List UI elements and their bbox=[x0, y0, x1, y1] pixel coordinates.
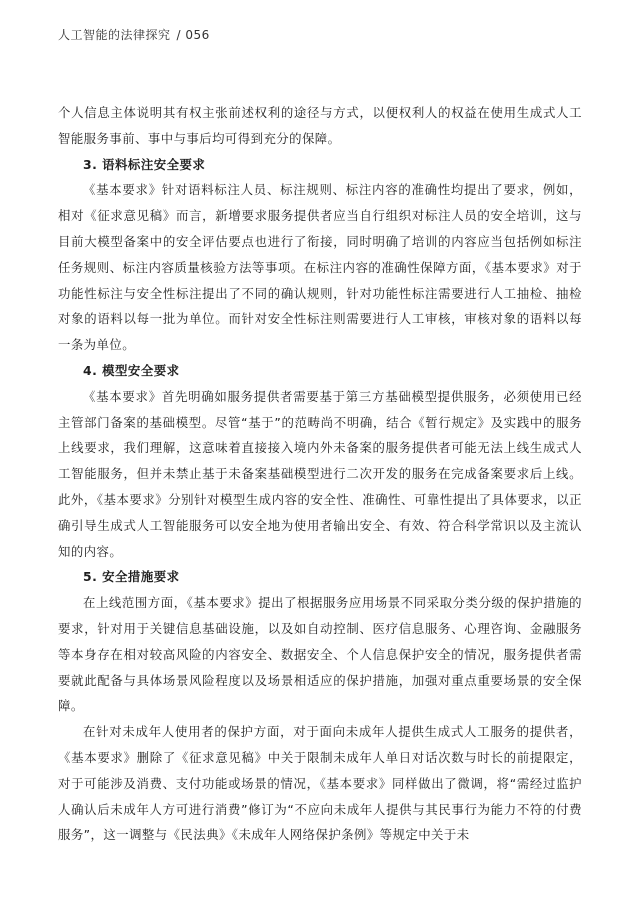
section-heading-model-security: 4. 模型安全要求 bbox=[83, 362, 180, 378]
paragraph-security-measures-scope: 在上线范围方面，《基本要求》提出了根据服务应用场景不同采取分类分级的保护措施的要求，针对用于关键信息基础设施，以及如自动控制、医疗信息服务、心理咨询、金融服务等本身存在相对较高风险的内容安全、数据安全、个人信息保护安全的情况，服务提供者需要就此配备与具体场景风险程度以及场景相适应的保护措施，加强对重点重要场景的安全保障。 bbox=[58, 595, 582, 714]
running-header bbox=[58, 26, 210, 43]
paragraph-security-measures-minors: 在针对未成年人使用者的保护方面，对于面向未成年人提供生成式人工服务的提供者，《基本要求》删除了《征求意见稿》中关于限制未成年人单日对话次数与时长的前提限定，对于可能涉及消费、支付功能或场景的情况，《基本要求》同样做出了微调，将“需经过监护人确认后未成年人方可进行消费”修订为“不应向未成年人提供与其民事行为能力不符的付费服务”，这一调整与《民法典》《未成年人网络保护条例》等规定中关于未 bbox=[58, 724, 582, 843]
paragraph-corpus-annotation: 《基本要求》针对语料标注人员、标注规则、标注内容的准确性均提出了要求，例如，相对《征求意见稿》而言，新增要求服务提供者应当自行组织对标注人员的安全培训，这与目前大模型备案中的安全评估要点也进行了衔接，同时明确了培训的内容应当包括例如标注任务规则、标注内容质量核验方法等事项。在标注内容的准确性保障方面，《基本要求》对于功能性标注与安全性标注提出了不同的确认规则，针对功能性标注需要进行人工抽检、抽检对象的语料以每一批为单位。而针对安全性标注则需要进行人工审核，审核对象的语料以每一条为单位。 bbox=[58, 182, 582, 353]
section-heading-corpus-annotation: 3. 语料标注安全要求 bbox=[83, 156, 206, 172]
page-body bbox=[58, 100, 582, 848]
page-number: / 056 bbox=[176, 28, 210, 42]
paragraph-continuation: 个人信息主体说明其有权主张前述权利的途径与方式，以便权利人的权益在使用生成式人工智能服务事前、事中与事后均可得到充分的保障。 bbox=[58, 105, 582, 146]
paragraph-model-security: 《基本要求》首先明确如服务提供者需要基于第三方基础模型提供服务，必须使用已经主管部门备案的基础模型。尽管“基于”的范畴尚不明确，结合《暂行规定》及实践中的服务上线要求，我们理解，这意味着直接接入境内外未备案的服务提供者可能无法上线生成式人工智能服务，但并未禁止基于未备案基础模型进行二次开发的服务在完成备案要求后上线。此外，《基本要求》分别针对模型生成内容的安全性、准确性、可靠性提出了具体要求，以正确引导生成式人工智能服务可以安全地为使用者输出安全、有效、符合科学常识以及主流认知的内容。 bbox=[58, 388, 582, 559]
section-heading-security-measures: 5. 安全措施要求 bbox=[83, 569, 180, 585]
book-title: 人工智能的法律探究 bbox=[58, 28, 171, 42]
